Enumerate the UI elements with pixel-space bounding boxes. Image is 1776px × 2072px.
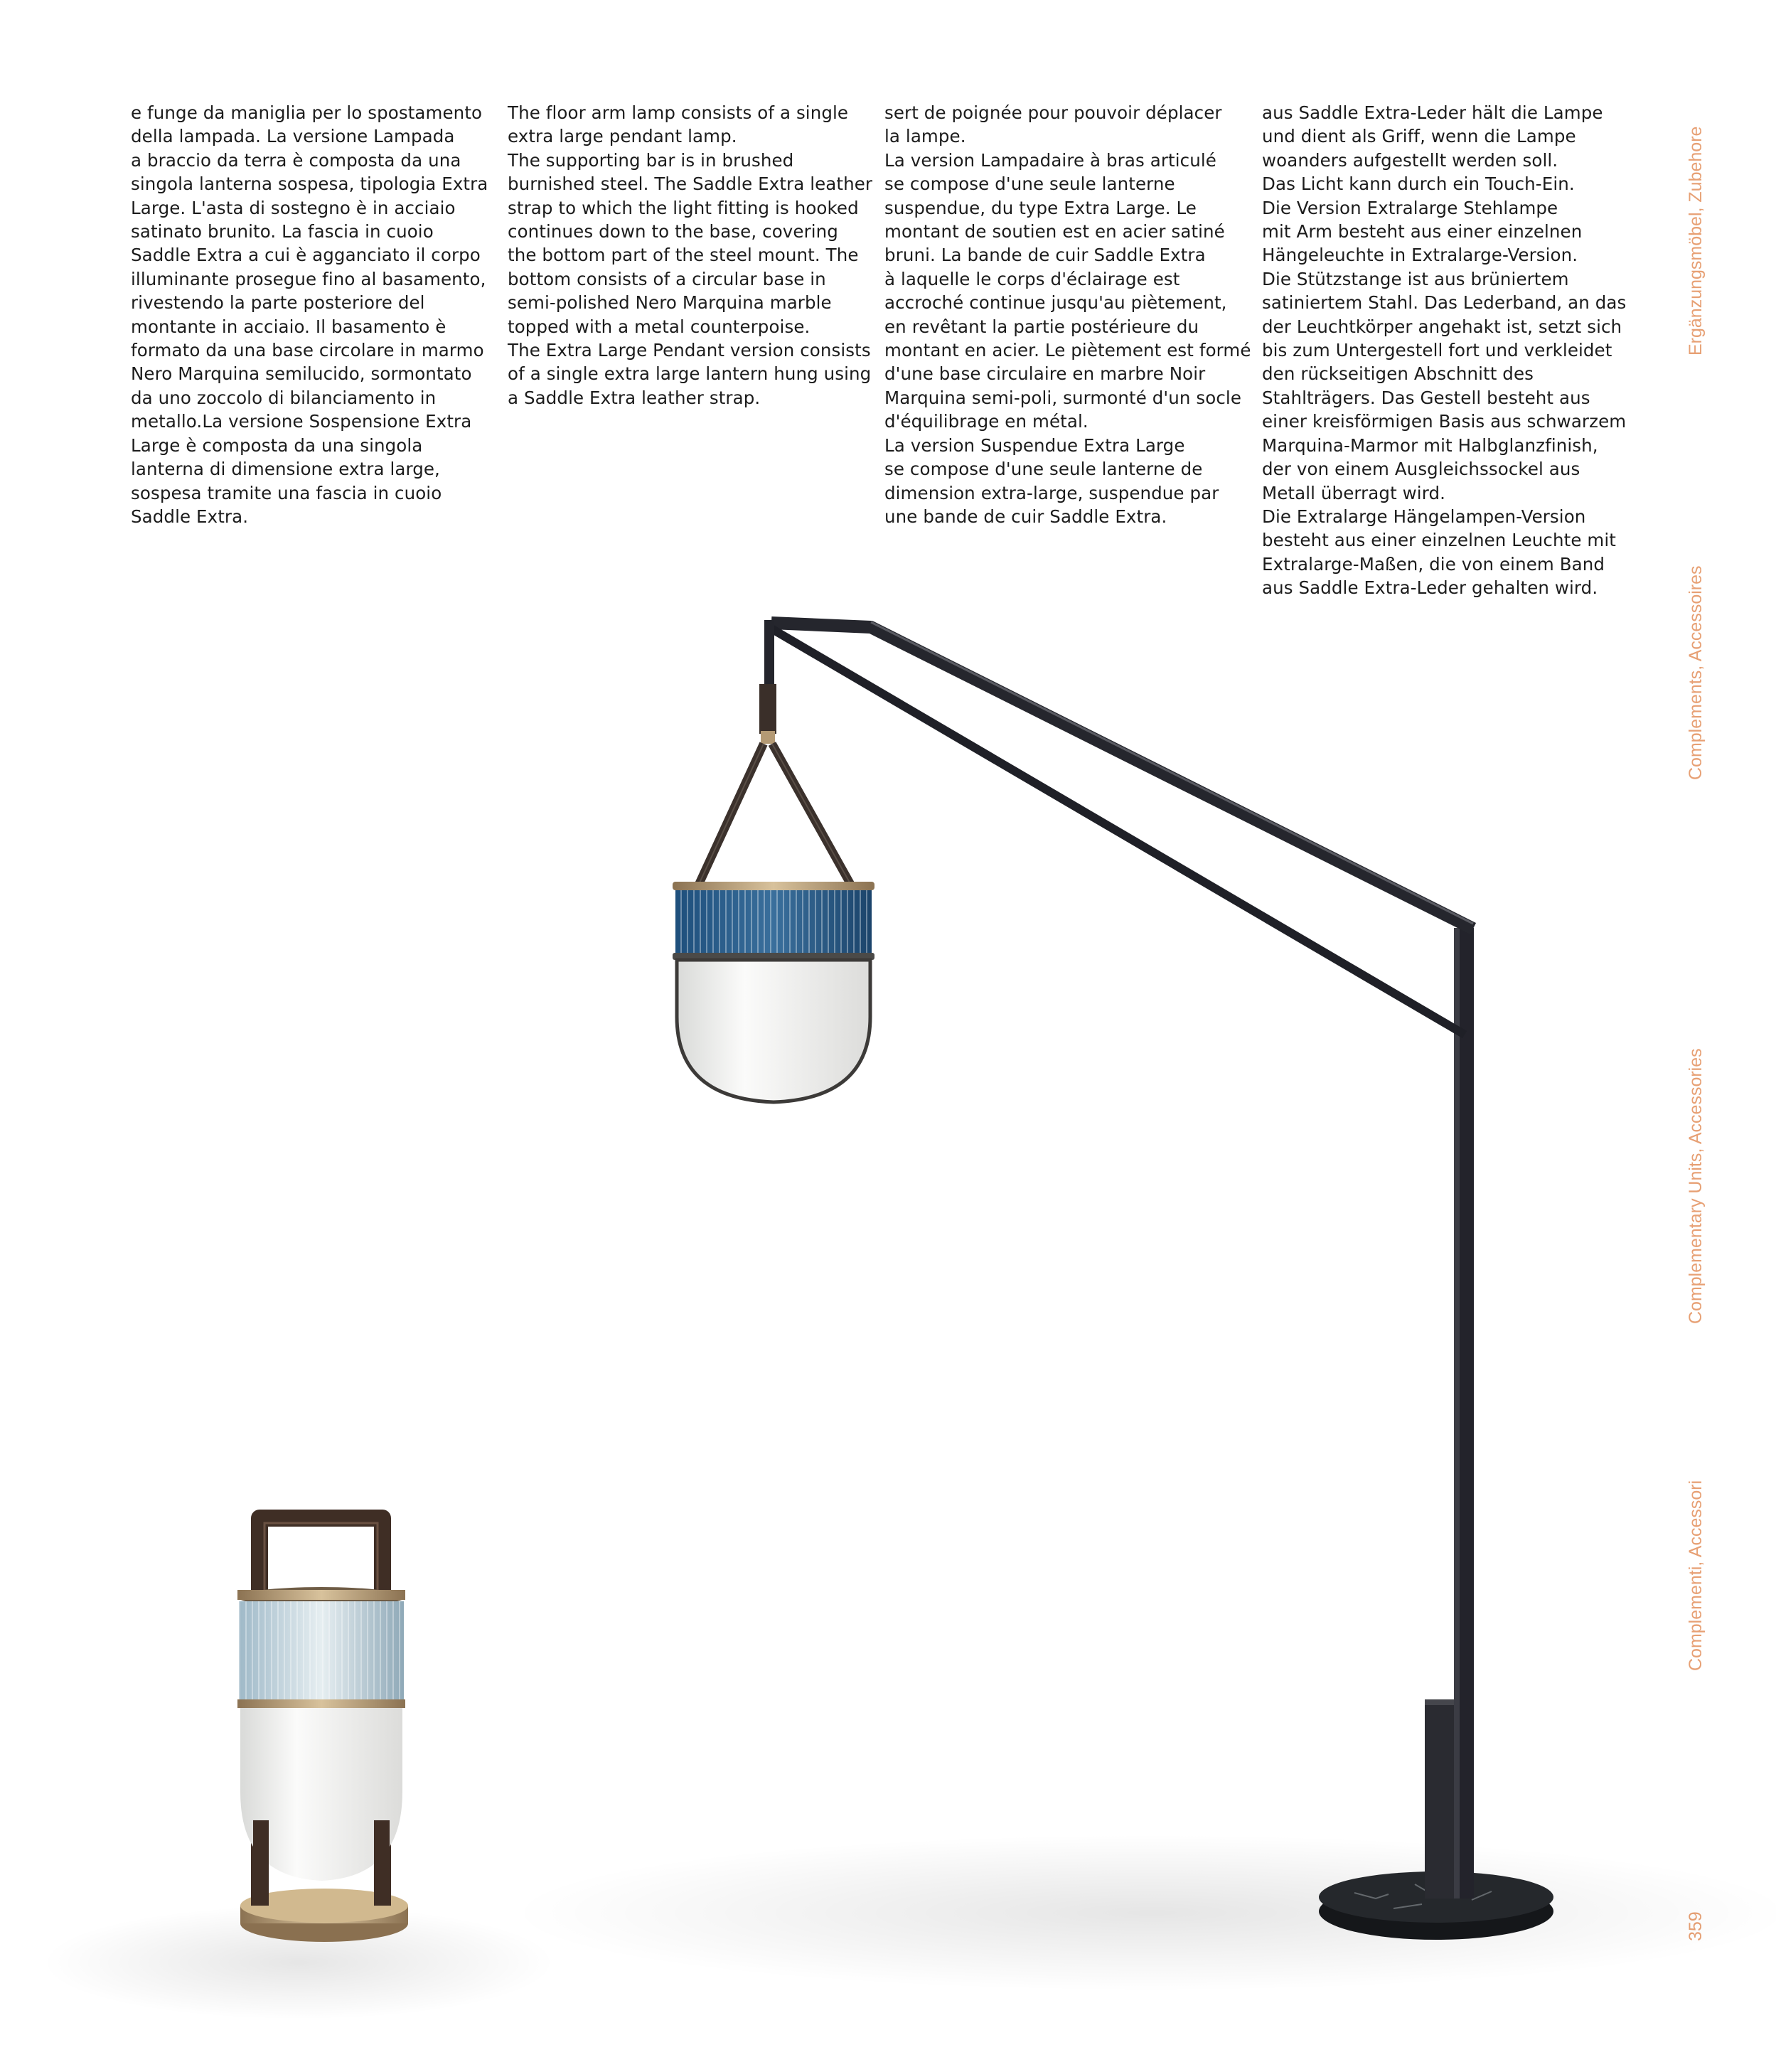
brass-clip xyxy=(761,731,775,744)
strap-top xyxy=(759,684,776,734)
text-column-german: aus Saddle Extra-Leder hält die Lampe und dient als Griff, wenn die Lampe woanders aufgestellt werden soll. Das Licht kann durch ein Touch-Ein. Die Version Extralarge Stehlampe mit Arm besteht aus einer einzelnen Hängeleuchte in Extralarge-Version. Die Stützstange ist aus brüniertem satiniertem Stahl. Das Lederband, an das der Leuchtkörper angehakt ist, setzt sich bis zum Untergestell fort und verkleidet den rückseitigen Abschnitt des Stahlträgers. Das Gestell besteht aus einer kreisförmigen Basis aus schwarzem Marquina-Marmor mit Halbglanzfinish, der von einem Ausgleichssockel aus Metall überragt wird. Die Extralarge Hängelampen-Version besteht aus einer einzelnen Leuchte mit Extralarge-Maßen, die von einem Band aus Saddle Extra-Leder gehalten wird. xyxy=(1262,102,1627,599)
text-column-english: The floor arm lamp consists of a single extra large pendant lamp. The supporting bar is in brushed burnished steel. The Saddle Extra leather strap to which the light fitting is hooked continues down to the base, covering the bottom part of the steel mount. The bottom consists of a circular base in semi-polished Nero Marquina marble topped with a metal counterpoise. The Extra Large Pendant version consists of a single extra large lantern hung using a Saddle Extra leather strap. xyxy=(508,102,873,408)
main-arm xyxy=(771,623,1473,929)
text-column-italian: e funge da maniglia per lo spostamento della lampada. La versione Lampada a braccio da terra è composta da una singola lanterna sospesa, tipologia Extra Large. L'asta di sostegno è in acciaio satinato brunito. La fascia in cuoio Saddle Extra a cui è agganciato il corpo illuminante prosegue fino al basamento, rivestendo la parte posteriore del montante in acciaio. Il basamento è formato da una base circolare in marmo Nero Marquina semilucido, sormontato da uno zoccolo di bilanciamento in metallo.La versione Sospensione Extra Large è composta da una singola lanterna di dimensione extra large, sospesa tramite una fascia in cuoio Saddle Extra. xyxy=(131,102,488,527)
table-lantern xyxy=(237,1518,408,1942)
leather-strap xyxy=(697,744,853,889)
floor-shadow-large xyxy=(512,1835,1776,1991)
text-column-french: sert de poignée pour pouvoir déplacer la lampe. La version Lampadaire à bras articulé se compose d'une seule lanterne suspendue, du type Extra Large. Le montant de soutien est en acier satiné bruni. La bande de cuir Saddle Extra à laquelle le corps d'éclairage est accroché continue jusqu'au piètement, en revêtant la partie postérieure du montant en acier. Le piètement est formé d'une base circulaire en marbre Noir Marquina semi-poli, surmonté d'un socle d'équilibrage en métal. La version Suspendue Extra Large se compose d'une seule lanterne de dimension extra-large, suspendue par une bande de cuir Saddle Extra. xyxy=(884,102,1251,527)
opal-glass-dome xyxy=(677,960,870,1102)
pendant-lantern xyxy=(673,882,874,1102)
floor-arm-lamp xyxy=(673,620,1553,1940)
